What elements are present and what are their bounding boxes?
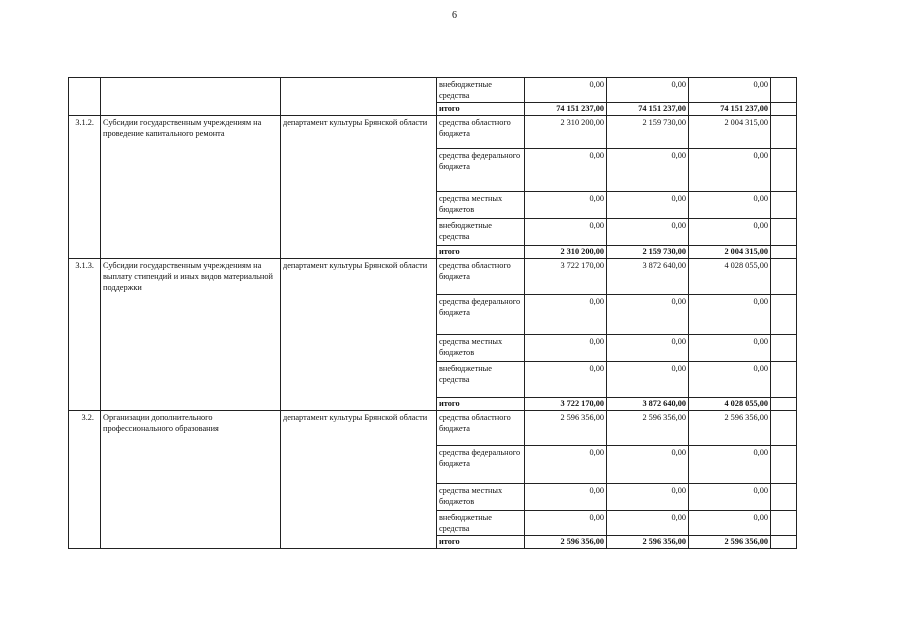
- value-year-1: 0,00: [525, 219, 607, 246]
- value-year-3: 2 596 356,00: [689, 411, 771, 446]
- value-year-2: 0,00: [607, 149, 689, 192]
- item-executor: [281, 78, 437, 116]
- empty-cell: [771, 398, 797, 411]
- table-row: [69, 411, 797, 446]
- total-label: итого: [437, 246, 525, 259]
- funding-source: средства областного бюджета: [437, 259, 525, 295]
- empty-cell: [771, 446, 797, 484]
- value-year-1: 2 596 356,00: [525, 411, 607, 446]
- funding-source: средства местных бюджетов: [437, 484, 525, 511]
- value-year-3: 0,00: [689, 511, 771, 536]
- funding-source: средства местных бюджетов: [437, 192, 525, 219]
- item-name: [101, 78, 281, 116]
- value-year-1: 2 310 200,00: [525, 116, 607, 149]
- empty-cell: [771, 192, 797, 219]
- value-year-3: 0,00: [689, 295, 771, 335]
- value-year-2: 0,00: [607, 78, 689, 103]
- value-year-3: 0,00: [689, 192, 771, 219]
- value-year-2: 0,00: [607, 511, 689, 536]
- budget-table: [68, 77, 797, 549]
- item-name: Субсидии государственным учреждениям на проведение капитального ремонта: [101, 116, 281, 259]
- item-name: Субсидии государственным учреждениям на выплату стипендий и иных видов материальной поддержки: [101, 259, 281, 411]
- value-year-2: 0,00: [607, 362, 689, 398]
- table-row: [69, 78, 797, 103]
- value-year-3: 0,00: [689, 78, 771, 103]
- page-number: 6: [452, 10, 457, 21]
- total-year-1: 2 310 200,00: [525, 246, 607, 259]
- value-year-3: 2 004 315,00: [689, 116, 771, 149]
- total-year-2: 74 151 237,00: [607, 103, 689, 116]
- funding-source: средства областного бюджета: [437, 116, 525, 149]
- item-executor: департамент культуры Брянской области: [281, 116, 437, 259]
- total-year-2: 2 596 356,00: [607, 536, 689, 549]
- value-year-1: 0,00: [525, 446, 607, 484]
- item-executor: департамент культуры Брянской области: [281, 411, 437, 549]
- item-code: 3.1.2.: [69, 116, 101, 259]
- value-year-1: 0,00: [525, 362, 607, 398]
- value-year-1: 0,00: [525, 335, 607, 362]
- empty-cell: [771, 362, 797, 398]
- funding-source: внебюджетные средства: [437, 219, 525, 246]
- total-label: итого: [437, 398, 525, 411]
- total-year-1: 2 596 356,00: [525, 536, 607, 549]
- funding-source: средства федерального бюджета: [437, 295, 525, 335]
- value-year-3: 4 028 055,00: [689, 259, 771, 295]
- empty-cell: [771, 246, 797, 259]
- value-year-2: 0,00: [607, 219, 689, 246]
- item-code: 3.2.: [69, 411, 101, 549]
- table-body: [69, 78, 797, 549]
- value-year-3: 0,00: [689, 335, 771, 362]
- item-code: [69, 78, 101, 116]
- funding-source: средства федерального бюджета: [437, 149, 525, 192]
- empty-cell: [771, 219, 797, 246]
- empty-cell: [771, 411, 797, 446]
- total-year-3: 74 151 237,00: [689, 103, 771, 116]
- value-year-1: 0,00: [525, 295, 607, 335]
- empty-cell: [771, 149, 797, 192]
- funding-source: средства федерального бюджета: [437, 446, 525, 484]
- total-year-2: 3 872 640,00: [607, 398, 689, 411]
- empty-cell: [771, 259, 797, 295]
- item-executor: департамент культуры Брянской области: [281, 259, 437, 411]
- value-year-3: 0,00: [689, 149, 771, 192]
- table-row: [69, 116, 797, 149]
- item-name: Организации дополнительного профессионального образования: [101, 411, 281, 549]
- value-year-1: 0,00: [525, 149, 607, 192]
- value-year-2: 0,00: [607, 484, 689, 511]
- empty-cell: [771, 511, 797, 536]
- item-code: 3.1.3.: [69, 259, 101, 411]
- total-year-1: 3 722 170,00: [525, 398, 607, 411]
- value-year-1: 0,00: [525, 484, 607, 511]
- value-year-3: 0,00: [689, 446, 771, 484]
- total-year-3: 2 004 315,00: [689, 246, 771, 259]
- empty-cell: [771, 484, 797, 511]
- value-year-2: 0,00: [607, 295, 689, 335]
- empty-cell: [771, 295, 797, 335]
- empty-cell: [771, 103, 797, 116]
- value-year-2: 0,00: [607, 192, 689, 219]
- value-year-2: 2 596 356,00: [607, 411, 689, 446]
- value-year-1: 0,00: [525, 78, 607, 103]
- funding-source: внебюджетные средства: [437, 511, 525, 536]
- value-year-2: 0,00: [607, 446, 689, 484]
- total-year-1: 74 151 237,00: [525, 103, 607, 116]
- value-year-1: 0,00: [525, 511, 607, 536]
- total-label: итого: [437, 536, 525, 549]
- empty-cell: [771, 78, 797, 103]
- empty-cell: [771, 335, 797, 362]
- value-year-2: 2 159 730,00: [607, 116, 689, 149]
- value-year-3: 0,00: [689, 219, 771, 246]
- total-year-3: 4 028 055,00: [689, 398, 771, 411]
- value-year-2: 3 872 640,00: [607, 259, 689, 295]
- empty-cell: [771, 116, 797, 149]
- total-year-2: 2 159 730,00: [607, 246, 689, 259]
- funding-source: внебюджетные средства: [437, 362, 525, 398]
- funding-source: средства местных бюджетов: [437, 335, 525, 362]
- value-year-2: 0,00: [607, 335, 689, 362]
- value-year-1: 0,00: [525, 192, 607, 219]
- value-year-3: 0,00: [689, 362, 771, 398]
- table-row: [69, 259, 797, 295]
- total-label: итого: [437, 103, 525, 116]
- total-year-3: 2 596 356,00: [689, 536, 771, 549]
- value-year-3: 0,00: [689, 484, 771, 511]
- funding-source: внебюджетные средства: [437, 78, 525, 103]
- funding-source: средства областного бюджета: [437, 411, 525, 446]
- value-year-1: 3 722 170,00: [525, 259, 607, 295]
- empty-cell: [771, 536, 797, 549]
